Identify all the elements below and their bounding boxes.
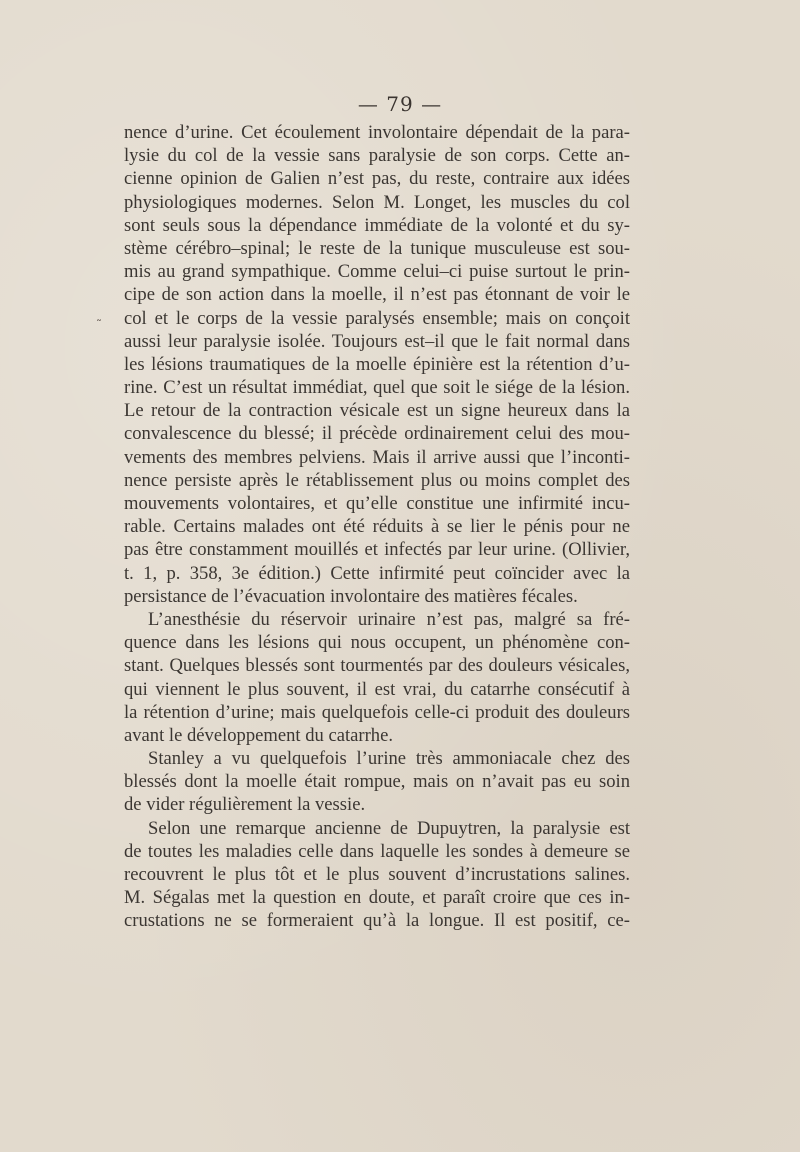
text-line: Selon une remarque ancienne de Dupuytren, la paralysie est (148, 817, 630, 839)
text-line: physiologiques modernes. Selon M. Longet, les muscles du col (124, 191, 630, 213)
text-line: qui viennent le plus souvent, il est vrai, du catarrhe consécutif à (124, 678, 630, 700)
page-number: — 79 — (357, 92, 443, 116)
text-line: M. Ségalas met la question en doute, et paraît croire que ces in- (124, 887, 630, 909)
text-line: sont seuls sous la dépendance immédiate de la volonté et du sy- (124, 214, 630, 236)
text-line: la rétention d’urine; mais quelquefois celle-ci produit des douleurs (124, 701, 630, 723)
text-line: col et le corps de la vessie paralysés ensemble; mais on conçoit (124, 307, 630, 329)
text-line: cipe de son action dans la moelle, il n’est pas étonnant de voir le (124, 284, 630, 306)
text-line: vements des membres pelviens. Mais il arrive aussi que l’inconti- (124, 446, 630, 468)
text-line: blessés dont la moelle était rompue, mais on n’avait pas eu soin (124, 771, 630, 793)
text-line: quence dans les lésions qui nous occupent, un phénomène con- (124, 632, 630, 654)
text-line: persistance de l’évacuation involontaire des matières fécales. (124, 585, 578, 607)
text-line: mouvements volontaires, et qu’elle constitue une infirmité incu- (124, 493, 630, 514)
text-line: convalescence du blessé; il précède ordinairement celui des mou- (124, 423, 630, 445)
text-line: les lésions traumatiques de la moelle épinière est la rétention d’u- (124, 353, 630, 375)
text-line: stème cérébro–spinal; le reste de la tunique musculeuse est sou- (124, 237, 630, 259)
text-line: Stanley a vu quelquefois l’urine très ammoniacale chez des (148, 748, 630, 770)
text-line: aussi leur paralysie isolée. Toujours est–il que le fait normal dans (124, 330, 630, 352)
text-line: t. 1, p. 358, 3e édition.) Cette infirmité peut coïncider avec la (124, 562, 630, 584)
text-line: nence d’urine. Cet écoulement involontaire dépendait de la para- (124, 122, 630, 143)
text-line: recouvrent le plus tôt et le plus souvent d’incrustations salines. (124, 864, 630, 885)
text-line: avant le développement du catarrhe. (124, 724, 393, 746)
text-line: stant. Quelques blessés sont tourmentés par des douleurs vésicales, (124, 655, 630, 677)
text-line: rable. Certains malades ont été réduits à se lier le pénis pour ne (124, 516, 630, 538)
text-line: pas être constamment mouillés et infectés par leur urine. (Ollivier, (124, 539, 630, 561)
body-text (124, 121, 630, 933)
text-line: de vider régulièrement la vessie. (124, 794, 366, 816)
text-line: lysie du col de la vessie sans paralysie de son corps. Cette an- (124, 145, 630, 167)
margin-mark: ˜ (96, 318, 102, 332)
text-line: mis au grand sympathique. Comme celui–ci puise surtout le prin- (124, 261, 630, 283)
text-line: cienne opinion de Galien n’est pas, du reste, contraire aux idées (124, 168, 630, 190)
text-line: rine. C’est un résultat immédiat, quel que soit le siége de la lésion. (124, 377, 630, 399)
text-line: L’anesthésie du réservoir urinaire n’est pas, malgré sa fré- (148, 608, 630, 630)
text-line: Le retour de la contraction vésicale est un signe heureux dans la (124, 400, 630, 422)
text-line: crustations ne se formeraient qu’à la longue. Il est positif, ce- (124, 910, 630, 932)
text-line: nence persiste après le rétablissement plus ou moins complet des (124, 469, 630, 491)
text-line: de toutes les maladies celle dans laquelle les sondes à demeure se (124, 840, 630, 862)
